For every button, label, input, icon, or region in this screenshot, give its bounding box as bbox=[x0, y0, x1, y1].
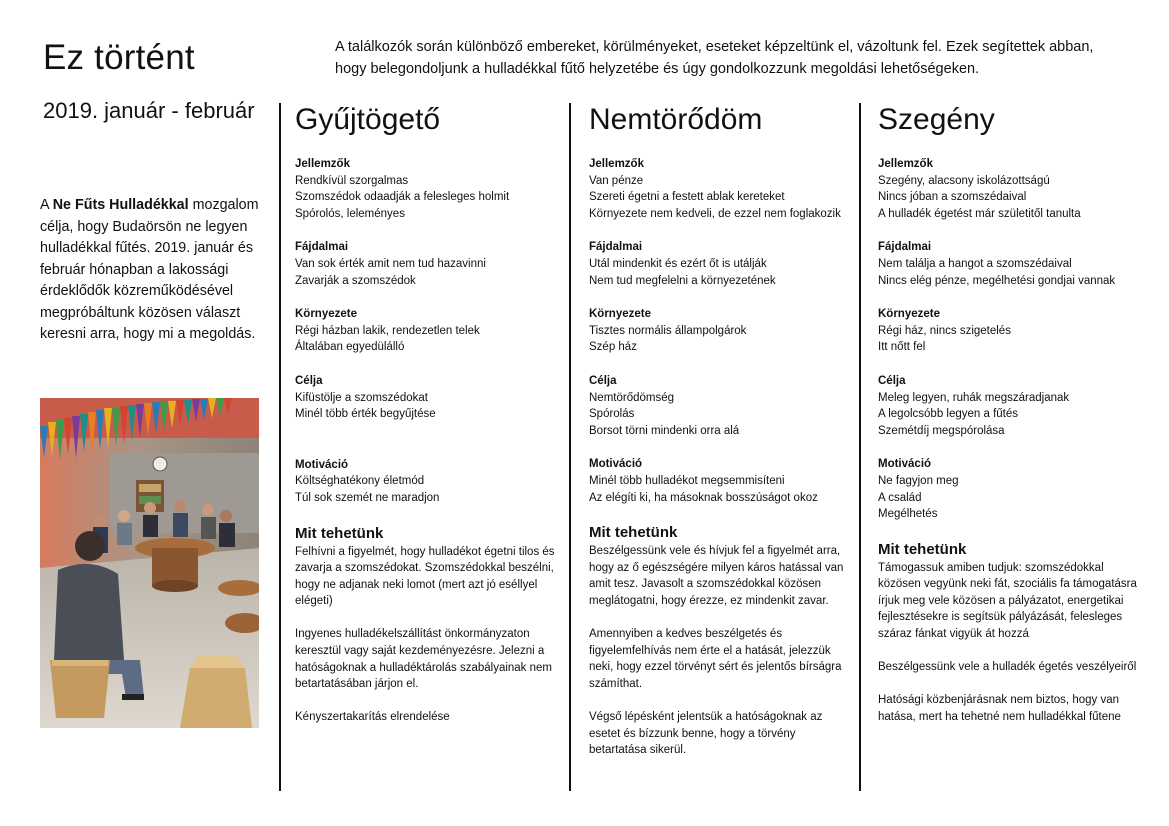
section-title: Jellemzők bbox=[589, 158, 644, 170]
what-we-can-do bbox=[589, 523, 849, 759]
lead-text-before: A bbox=[40, 197, 53, 213]
section-item: Meleg legyen, ruhák megszáradjanak bbox=[878, 391, 1070, 404]
section-item: Nem találja a hangot a szomszédaival bbox=[878, 257, 1072, 270]
section-item: Zavarják a szomszédok bbox=[295, 274, 416, 287]
action-paragraph: Kényszertakarítás elrendelése bbox=[295, 711, 450, 724]
persona-column-gyujtogeto bbox=[295, 100, 555, 743]
what-we-can-do-title: Mit tehetünk bbox=[589, 524, 678, 542]
section-item: Szomszédok odaadják a felesleges holmit bbox=[295, 191, 510, 204]
column-divider bbox=[279, 103, 281, 791]
section-title: Célja bbox=[295, 374, 323, 387]
section-title: Fájdalmai bbox=[589, 241, 643, 254]
section-item: Tisztes normális állampolgárok bbox=[589, 324, 747, 337]
section-item: Régi ház, nincs szigetelés bbox=[878, 324, 1011, 337]
section-item: Kifüstölje a szomszédokat bbox=[295, 391, 428, 404]
column-divider bbox=[859, 103, 861, 791]
action-paragraph: Ingyenes hulladékelszállítást önkormányzaton keresztül vagy saját kezdeményezésre. Jelezni a hatóságoknak a hulladéktárolás szabályainak nem betartatásában járjon el. bbox=[295, 628, 552, 691]
section-item: Minél több hulladékot megsemmisíteni bbox=[589, 474, 785, 487]
persona-section bbox=[295, 239, 555, 289]
persona-section bbox=[295, 156, 555, 222]
what-we-can-do bbox=[295, 524, 555, 727]
persona-section bbox=[295, 457, 555, 507]
persona-section bbox=[295, 306, 555, 356]
section-item: Nincs elég pénze, megélhetési gondjai vannak bbox=[878, 274, 1116, 287]
persona-section bbox=[589, 306, 849, 356]
section-title: Fájdalmai bbox=[295, 241, 349, 254]
section-title: Fájdalmai bbox=[878, 241, 932, 254]
persona-section bbox=[878, 239, 1140, 289]
section-item: Minél több érték begyűjtése bbox=[295, 408, 436, 421]
section-title: Motiváció bbox=[589, 458, 643, 471]
section-title: Jellemzők bbox=[878, 158, 933, 170]
section-item: A hulladék égetést már születitől tanulta bbox=[878, 207, 1081, 220]
persona-section bbox=[295, 373, 555, 423]
section-item: Szegény, alacsony iskolázottságú bbox=[878, 174, 1050, 187]
persona-section bbox=[589, 373, 849, 439]
section-item: Költséghatékony életmód bbox=[295, 475, 425, 488]
section-item: Szép ház bbox=[589, 341, 637, 354]
persona-section bbox=[878, 156, 1140, 222]
page-title: Ez történt bbox=[43, 38, 195, 77]
persona-column-nemtorodom bbox=[589, 100, 849, 775]
section-title: Jellemzők bbox=[295, 158, 350, 170]
persona-column-szegeny bbox=[878, 100, 1140, 742]
action-paragraph: Felhívni a figyelmét, hogy hulladékot égetni tilos és zavarja a szomszédokat. Szomszédokkal beszélni, hogy ne adjanak neki lomot (mert azt jó eséllyel elégeti) bbox=[295, 545, 555, 608]
section-title: Motiváció bbox=[295, 458, 349, 471]
section-item: Nemtörődömség bbox=[589, 391, 675, 404]
persona-section bbox=[878, 306, 1140, 356]
section-item: Régi házban lakik, rendezetlen telek bbox=[295, 324, 480, 337]
section-item: A legolcsóbb legyen a fűtés bbox=[878, 408, 1019, 421]
section-item: Van sok érték amit nem tud hazavinni bbox=[295, 257, 486, 270]
section-item: Szereti égetni a festett ablak kereteket bbox=[589, 191, 785, 204]
section-item: Szemétdíj megspórolása bbox=[878, 424, 1005, 437]
section-item: Az elégíti ki, ha másoknak bosszúságot okoz bbox=[589, 491, 818, 504]
movement-name: Ne Fűts Hulladékkal bbox=[52, 197, 189, 213]
section-title: Célja bbox=[878, 374, 906, 387]
action-paragraph: Végső lépésként jelentsük a hatóságoknak az esetet és bízzunk benne, hogy a törvény betartatása sikerül. bbox=[589, 711, 823, 757]
meeting-photo bbox=[40, 398, 259, 728]
section-item: Borsot törni mindenki orra alá bbox=[589, 424, 740, 437]
persona-title: Gyűjtögető bbox=[295, 103, 441, 136]
persona-title: Nemtörődöm bbox=[589, 103, 763, 136]
section-item: Spórolós, leleményes bbox=[295, 207, 405, 220]
section-item: Spórolás bbox=[589, 408, 635, 421]
action-paragraph: Amennyiben a kedves beszélgetés és figyelemfelhívás nem érte el a hatását, jelezzük neki, hogy ezzel törvényt sért és jelentős bírságra számíthat. bbox=[589, 628, 842, 690]
section-item: Általában egyedülálló bbox=[295, 341, 405, 354]
section-item: A család bbox=[878, 491, 922, 504]
section-item: Itt nőtt fel bbox=[878, 341, 926, 354]
section-item: Túl sok szemét ne maradjon bbox=[295, 491, 440, 504]
section-title: Környezete bbox=[878, 308, 940, 321]
date-range: 2019. január - február bbox=[43, 98, 255, 123]
section-item: Nincs jóban a szomszédaival bbox=[878, 191, 1027, 204]
section-title: Környezete bbox=[295, 308, 357, 321]
intro-text: A találkozók során különböző embereket, körülményeket, eseteket képzeltünk el, vázoltunk fel. Ezek segítettek abban, hogy belegondoljunk a hulladékkal fűtő helyzetébe és úgy gondolkozzunk megoldási lehetőségeken. bbox=[335, 39, 1094, 77]
persona-section bbox=[878, 373, 1140, 439]
what-we-can-do bbox=[878, 540, 1140, 726]
action-paragraph: Beszélgessünk vele a hulladék égetés veszélyeiről bbox=[878, 661, 1137, 674]
persona-section bbox=[589, 156, 849, 222]
section-item: Ne fagyjon meg bbox=[878, 474, 959, 487]
section-title: Motiváció bbox=[878, 458, 932, 471]
action-paragraph: Támogassuk amiben tudjuk: szomszédokkal közösen vegyünk neki fát, szociális fa támogatásra írjuk meg vele közösen a pályázatot, energetikai fejlesztésekre is segítsük pályázását, felesleges száraz fánkat vigyük át hozzá bbox=[878, 561, 1137, 641]
action-paragraph: Hatósági közbenjárásnak nem biztos, hogy van hatása, mert ha tehetné nem hulladékkal fűtene bbox=[878, 694, 1121, 724]
what-we-can-do-title: Mit tehetünk bbox=[295, 524, 384, 542]
lead-paragraph bbox=[40, 195, 270, 346]
persona-title: Szegény bbox=[878, 103, 995, 136]
what-we-can-do-title: Mit tehetünk bbox=[878, 540, 967, 558]
section-item: Megélhetés bbox=[878, 508, 938, 521]
persona-section bbox=[589, 456, 849, 506]
section-item: Nem tud megfelelni a környezetének bbox=[589, 274, 776, 287]
persona-section bbox=[589, 239, 849, 289]
section-item: Van pénze bbox=[589, 174, 644, 187]
section-item: Rendkívül szorgalmas bbox=[295, 174, 409, 187]
section-item: Utál mindenkit és ezért őt is utálják bbox=[589, 257, 767, 270]
lead-text-after: mozgalom célja, hogy Budaörsön ne legyen hulladékkal fűtés. 2019. január és február hónapban a lakossági érdeklődők közreműködésével megpróbáltunk közösen választ keresni arra, hogy mi a megoldás. bbox=[40, 197, 259, 342]
section-title: Környezete bbox=[589, 308, 651, 321]
section-title: Célja bbox=[589, 374, 617, 387]
section-item: Környezete nem kedveli, de ezzel nem foglakozik bbox=[589, 207, 841, 220]
column-divider bbox=[569, 103, 571, 791]
action-paragraph: Beszélgessünk vele és hívjuk fel a figyelmét arra, hogy az ő egészségére milyen káros hatással van amit tesz. Javasolt a szomszédokkal közösen meglátogatni, hogy érezze, ez mindenkit zavar. bbox=[589, 545, 844, 607]
persona-section bbox=[878, 456, 1140, 522]
